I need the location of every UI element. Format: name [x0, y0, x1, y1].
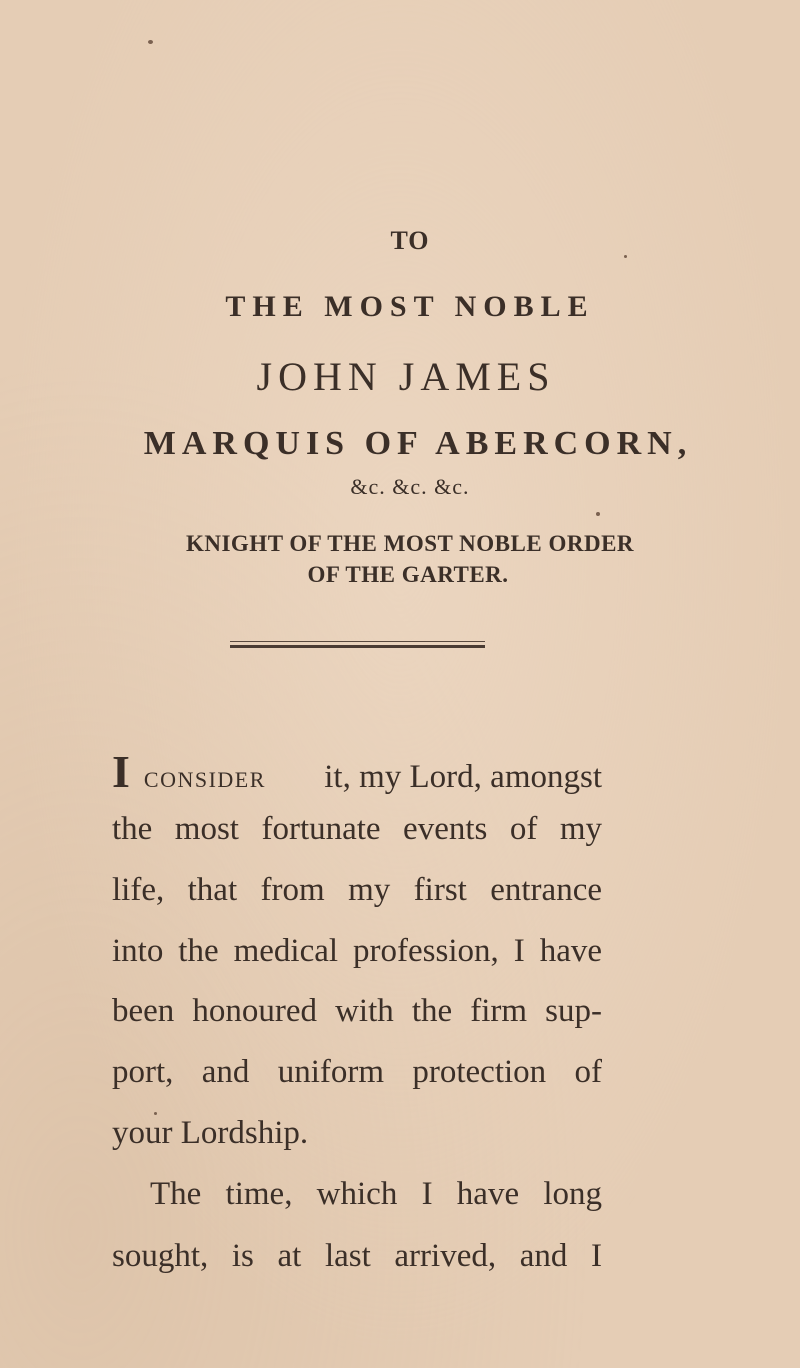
body-line-text: your Lordship.: [112, 1115, 309, 1151]
rule-thin: [230, 641, 485, 642]
first-word-small-caps: CONSIDER: [143, 767, 266, 792]
body-line-text: life, that from my first entrance: [112, 872, 602, 908]
body-line-text: The time, which I have long: [150, 1176, 602, 1212]
paper-speck: [148, 40, 153, 44]
body-line-3: [112, 872, 602, 912]
body-line-4: [112, 933, 602, 973]
body-line-text: into the medical profession, I have: [112, 933, 602, 969]
paper-speck: [596, 512, 600, 516]
body-line-9: [112, 1238, 602, 1278]
dedication-order-line-1: KNIGHT OF THE MOST NOBLE ORDER: [185, 531, 635, 556]
body-line-text: been honoured with the firm sup-: [112, 993, 602, 1029]
dedication-name: JOHN JAMES: [256, 354, 556, 399]
body-line-2: [112, 811, 602, 851]
dedication-title: MARQUIS OF ABERCORN,: [143, 425, 693, 462]
body-line-text: port, and uniform protection of: [112, 1054, 602, 1090]
body-line-text: the most fortunate events of my: [112, 811, 602, 847]
body-line-1: [112, 746, 602, 797]
dedication-etc: &c. &c. &c.: [350, 474, 470, 499]
body-line-7: [112, 1115, 602, 1155]
body-line-8: [112, 1176, 602, 1216]
drop-cap: I CONSIDER: [112, 746, 266, 797]
dedication-to: TO: [390, 226, 430, 255]
body-line-text: sought, is at last arrived, and I: [112, 1238, 602, 1274]
dedication-line-most-noble: THE MOST NOBLE: [225, 290, 595, 323]
body-line-text: it, my Lord, amongst: [324, 759, 602, 795]
body-line-5: [112, 993, 602, 1033]
body-line-6: [112, 1054, 602, 1094]
double-rule-divider: [230, 641, 485, 651]
dedication-order-line-2: OF THE GARTER.: [307, 562, 509, 587]
rule-thick: [230, 645, 485, 648]
